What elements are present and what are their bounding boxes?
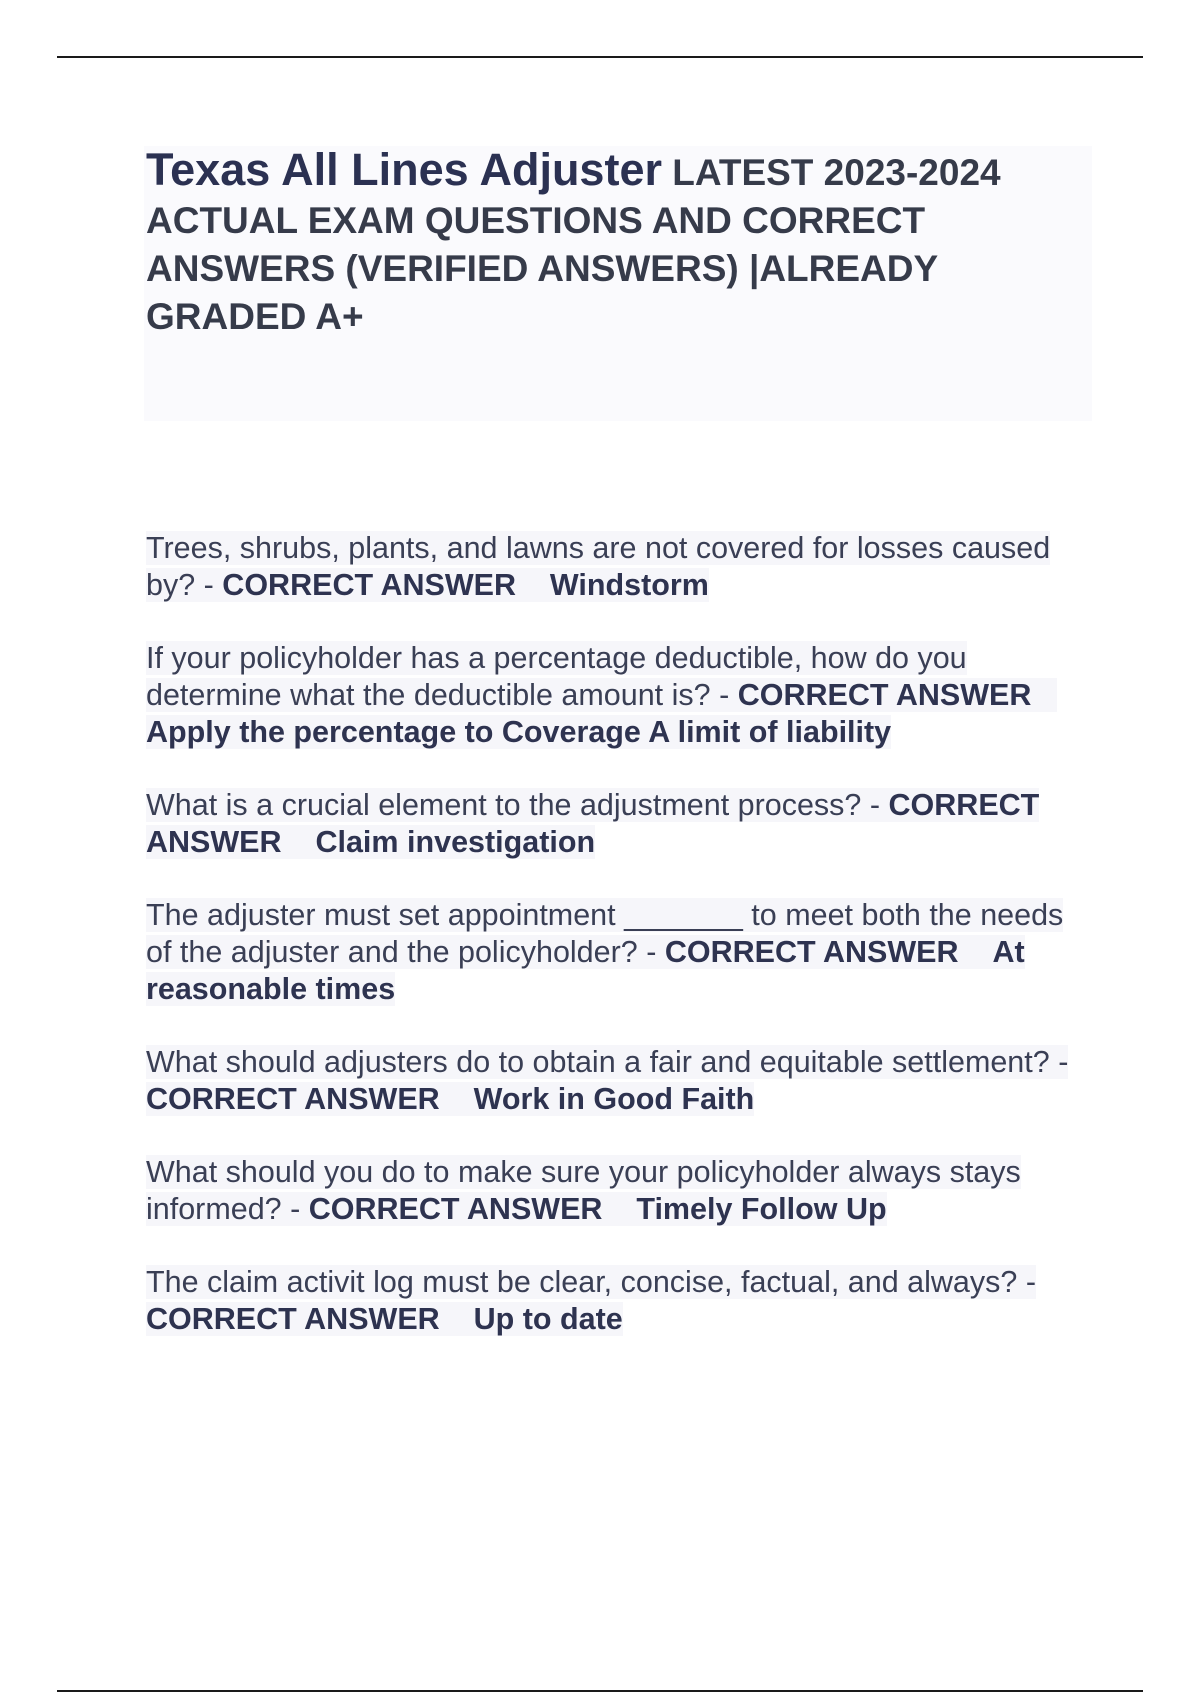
answer-separator: - <box>281 1192 309 1226</box>
answer-text: Windstorm <box>549 568 709 602</box>
correct-answer-label: CORRECT ANSWER <box>308 1192 603 1226</box>
qa-list <box>146 530 1096 1374</box>
top-rule <box>57 56 1143 58</box>
qa-item-4 <box>146 897 1096 1008</box>
answer-separator: - <box>1017 1265 1036 1299</box>
question-text: What is a crucial element to the adjustment process? <box>146 788 862 822</box>
title-block <box>144 146 1092 421</box>
qa-item-2 <box>146 640 1096 751</box>
correct-answer-label: CORRECT ANSWER <box>737 678 1032 712</box>
answer-text: Claim investigation <box>315 825 596 859</box>
correct-answer-label: CORRECT ANSWER <box>146 788 1040 859</box>
qa-item-3 <box>146 787 1096 861</box>
title-rest: LATEST 2023-2024 ACTUAL EXAM QUESTIONS AND CORRECT ANSWERS (VERIFIED ANSWERS) |ALREADY GRADED A+ <box>146 152 1001 337</box>
question-text: The adjuster must set appointment _______ to meet both the needs of the adjuster and the policyholder? <box>146 898 1064 969</box>
answer-text: Work in Good Faith <box>473 1082 755 1116</box>
document-title <box>146 146 1086 341</box>
title-lead: Texas All Lines Adjuster <box>146 144 662 195</box>
answer-text: Up to date <box>473 1302 623 1336</box>
qa-item-6 <box>146 1154 1096 1228</box>
qa-item-5 <box>146 1044 1096 1118</box>
correct-answer-label: CORRECT ANSWER <box>222 568 516 602</box>
answer-separator: - <box>637 935 665 969</box>
answer-text: At reasonable times <box>146 935 1025 1006</box>
qa-item-1 <box>146 530 1096 604</box>
correct-answer-label: CORRECT ANSWER <box>146 1082 440 1116</box>
answer-separator: - <box>195 568 223 602</box>
correct-answer-label: CORRECT ANSWER <box>664 935 959 969</box>
answer-separator: - <box>861 788 889 822</box>
bottom-rule <box>57 1690 1143 1692</box>
answer-separator: - <box>710 678 738 712</box>
question-text: If your policyholder has a percentage deductible, how do you determine what the deductible amount is? <box>146 641 967 712</box>
answer-text: Timely Follow Up <box>636 1192 887 1226</box>
question-text: What should you do to make sure your policyholder always stays informed? <box>146 1155 1021 1226</box>
question-text: What should adjusters do to obtain a fair and equitable settlement? <box>146 1045 1050 1079</box>
correct-answer-label: CORRECT ANSWER <box>146 1302 440 1336</box>
qa-item-7 <box>146 1264 1096 1338</box>
answer-text: Apply the percentage to Coverage A limit of liability <box>146 715 892 749</box>
question-text: Trees, shrubs, plants, and lawns are not covered for losses caused by? <box>146 531 1051 602</box>
answer-separator: - <box>1049 1045 1069 1079</box>
question-text: The claim activit log must be clear, concise, factual, and always? <box>146 1265 1018 1299</box>
